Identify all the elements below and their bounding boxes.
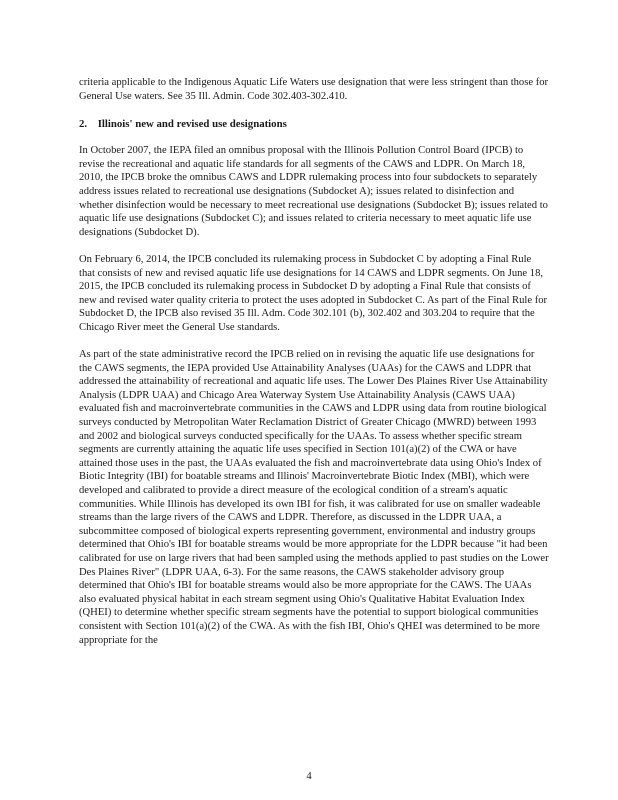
paragraph-uaa-analysis: As part of the state administrative record the IPCB relied on in revising the aquatic life use designations for the CAWS segments, the IEPA provided Use Attainability Analyses (UAAs) for the CAWS and LDPR that addressed the attainability of recreational and aquatic life uses. The Lower Des Plaines River Use Attainability Analysis (LDPR UAA) and Chicago Area Waterway System Use Attainability Analysis (CAWS UAA) evaluated fish and macroinvertebrate communities in the CAWS and LDPR using data from routine biological surveys conducted by Metropolitan Water Reclamation District of Greater Chicago (MWRD) between 1993 and 2002 and biological surveys conducted specifically for the UAAs. To assess whether specific stream segments are currently attaining the aquatic life uses specified in Section 101(a)(2) of the CWA or have attained those uses in the past, the UAAs evaluated the fish and macroinvertebrate data using Ohio's Index of Biotic Integrity (IBI) for boatable streams and Illinois' Macroinvertebrate Biotic Index (MBI), which were developed and calibrated to provide a direct measure of the ecological condition of a stream's aquatic communities. While Illinois has developed its own IBI for fish, it was calibrated for use on smaller wadeable streams than the large rivers of the CAWS and LDPR. Therefore, as discussed in the LDPR UAA, a subcommittee composed of biological experts representing government, environmental and industry groups determined that Ohio's IBI for boatable streams would be more appropriate for the LDPR because "it had been calibrated for use on large rivers that had been sampled using the methods applied to past studies on the Lower Des Plaines River" (LDPR UAA, 6-3). For the same reasons, the CAWS stakeholder advisory group determined that Ohio's IBI for boatable streams would also be more appropriate for the CAWS. The UAAs also evaluated physical habitat in each stream segment using Ohio's Qualitative Habitat Evaluation Index (QHEI) to determine whether specific stream segments have the potential to support biological communities consistent with Section 101(a)(2) of the CWA. As with the fish IBI, Ohio's QHEI was determined to be more appropriate for the: [79, 349, 549, 646]
section-title: Illinois' new and revised use designations: [97, 118, 287, 131]
page-number: 4: [306, 771, 312, 782]
paragraph-ipcb-proposal: In October 2007, the IEPA filed an omnibus proposal with the Illinois Pollution Control Board (IPCB) to revise the recreational and aquatic life standards for all segments of the CAWS and LDPR. On March 18, 2010, the IPCB broke the omnibus CAWS and LDPR rulemaking process into four subdockets to separately address issues related to recreational use designations (Subdocket A); issues related to disinfection and whether disinfection would be necessary to meet recreational use designations (Subdocket B); issues related to aquatic life use designations (Subdocket C); and issues related to criteria necessary to meet aquatic life use designations (Subdocket D).: [79, 145, 548, 238]
page-content: [79, 76, 549, 661]
section-heading: [79, 117, 549, 131]
lead-paragraph: criteria applicable to the Indigenous Aquatic Life Waters use designation that were less stringent than those for General Use waters. See 35 Ill. Admin. Code 302.403-302.410.: [79, 77, 549, 102]
section-number: 2.: [79, 118, 88, 131]
paragraph-final-rule: On February 6, 2014, the IPCB concluded its rulemaking process in Subdocket C by adopting a Final Rule that consists of new and revised aquatic life use designations for 14 CAWS and LDPR segments. On June 18, 2015, the IPCB concluded its rulemaking process in Subdocket D by adopting a Final Rule that consists of new and revised water quality criteria to protect the uses adopted in Subdocket C. As part of the Final Rule for Subdocket D, the IPCB also revised 35 Ill. Adm. Code 302.101 (b), 302.402 and 303.204 to require that the Chicago River meet the General Use standards.: [79, 253, 548, 333]
